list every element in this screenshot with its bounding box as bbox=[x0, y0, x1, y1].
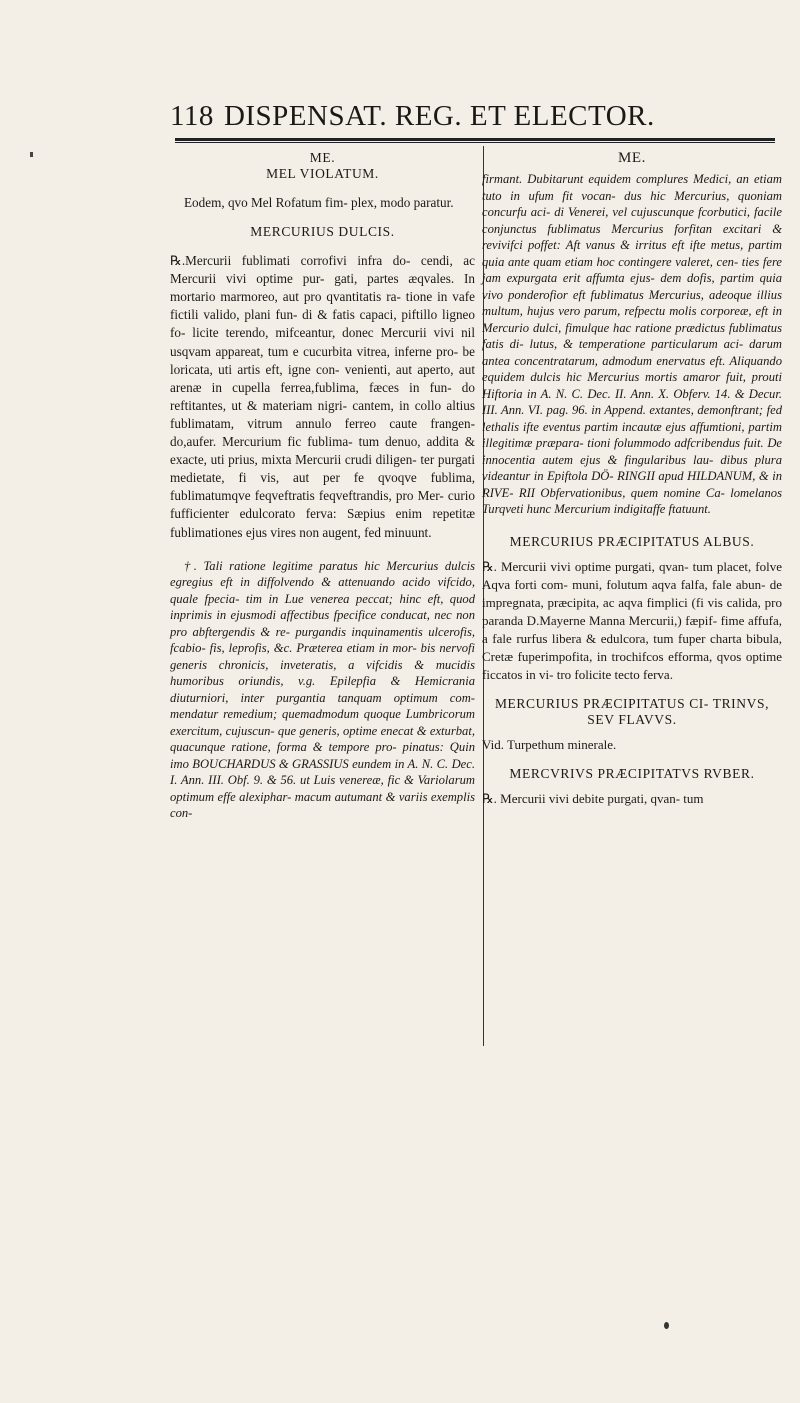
entry-heading-mel-violatum: MEL VIOLATUM. bbox=[266, 166, 379, 181]
note-continuation: firmant. Dubitarunt equidem complures Medici, an etiam tuto in ufum fit vocan- dus hic Mercurius, quoniam concurfu aci- di Venerei, vel cujuscunque fcorbutici, facile conjunctus fublimatus Mercurius forfitan excitari & revivifci poffet: Aft vanus & irritus eft ifte metus, partim quia ante quam etiam hoc contingere valeret, cen- ties fere jam expurgata erit affumta ejus- dem dofis, partim quia vivo ponderofior eft fublimatus Mercurius, adeoque illius multum, hujus vero parum, refpectu molis corporeæ, eft in Mercurio dulci, fimulque hac ratione prædictus fublimatus fatis di- lutus, & temperatione particularum aci- darum antea concentratarum, admodum enervatus eft. Aliquando equidem dulcis hic Mercurius mortis amaror fuit, prouti Hiftoria in A. N. C. Dec. II. Ann. X. Obferv. 14. & Decur. III. Ann. VI. pag. 96. in Append. extantes, demonftrant; fed lethalis ifte eventus partim incautæ ejus affumtioni, partim illegitimæ præpara- tioni folummodo adfcribendus fuit. De innocentia autem ejus & fingularibus lau- dibus plura videantur in Epiftola DÖ- RINGII apud HILDANUM, & in RIVE- RII Obfervationibus, quem nomine Ca- lomelanos Turqveti hunc Mercurium indigitaffe ftatuunt. bbox=[482, 172, 782, 516]
left-column bbox=[170, 150, 475, 822]
recipe-praecipitatus-ruber: ℞. Mercurii vivi debite purgati, qvan- tum bbox=[482, 791, 704, 807]
page-number: 118 bbox=[170, 100, 214, 132]
recipe-praecipitatus-albus: ℞. Mercurii vivi optime purgati, qvan- tum placet, folve Aqva forti com- muni, folutum aqva falfa, fale abun- de impregnata, præcipita, ac aqva fimplici (fi vis calida, pro paranda D.Mayerne Manna Mercurii,) fæpif- fime affufa, a fale rurfus libera & edulcora, tum fuper charta bibula, Cretæ fuperimpofita, in trochifcos efforma, qvos optime ficcatos in vi- tro folicite tecto ferva. bbox=[482, 558, 782, 683]
entry-heading-praecipitatus-citrinus: MERCURIUS PRÆCIPITATUS CI- TRINVS, SEV FLAVVS. bbox=[494, 696, 770, 728]
header-rule-thin bbox=[175, 142, 775, 143]
left-column-heading: ME. bbox=[309, 150, 336, 165]
note-mercurius-dulcis: †. Tali ratione legitime paratus hic Mercurius dulcis egregius eft in diffolvendo & attenuando acido vifcido, quale fpecia- tim in Lue venerea peccat; hinc eft, quod inprimis in ejusmodi affectibus fpecifice conducat, nec non pro abftergendis & re- purgandis inquinamentis ulcerofis, fcabio- fis, leprofis, &c. Præterea etiam in mor- bis nervofi generis chronicis, inveteratis, a vifcidis & mucidis humoribus oriundis, v.g. Epilepfia & Hemicrania diuturniori, inter purgantia tanquam optimum com- mendatur remedium; quemadmodum quoque Lumbricorum exercitum, cujuscun- que generis, optime enecat & exturbat, quacunque ratione, forma & tempore pro- pinatus: Quin imo BOUCHARDUS & GRASSIUS eundem in A. N. C. Dec. I. Ann. III. Obf. 9. & 56. ut Luis venereæ, fic & Variolarum optimum effe alexiphar- macum autumant & variis exemplis con- bbox=[170, 558, 475, 821]
running-header bbox=[170, 100, 790, 133]
margin-mark bbox=[30, 152, 33, 157]
right-column-heading: ME. bbox=[617, 150, 647, 166]
header-title: DISPENSAT. REG. ET ELECTOR. bbox=[223, 100, 655, 132]
right-column bbox=[482, 150, 782, 808]
entry-heading-mercurius-dulcis: MERCURIUS DULCIS. bbox=[250, 224, 395, 240]
ink-spot bbox=[664, 1322, 669, 1329]
entry-text-mel-violatum: Eodem, qvo Mel Rofatum fim- plex, modo paratur. bbox=[184, 195, 454, 210]
entry-heading-praecipitatus-ruber: MERCVRIVS PRÆCIPITATVS RVBER. bbox=[509, 766, 755, 782]
recipe-mercurius-dulcis: ℞.Mercurii fublimati corrofivi infra do- cendi, ac Mercurii vivi optime pur- gati, partes æqvales. In mortario marmoreo, aut pro qvantitatis ra- tione in vafe fictili valido, plani fun- di & fatis capaci, piftillo ligneo fo- licite terendo, mifceantur, donec Mercurii vivi nil usqvam appareat, tum e cucurbita vitrea, inferne pro- be loricata, uti artis eft, igne con- venienti, aut aperto, aut arenæ in cupella ferrea,fublima, fæces in fun- do reftitantes, ut & materiam nigri- cantem, in collo altius fublimatam, vitrum annulo ferreo caute frangen- do,aufer. Mercurium fic fublima- tum denuo, addita & exacte, uti prius, mixta Mercurii crudi diligen- ter purgati medietate, fi vis, aut per fe qvoqve fublima, fublimatumqve feqveftratis feqveftrandis, pro Mer- curio fufficienter edulcorato ferva: Sæpius enim repetitæ fublimationes ejus vires non augent, fed minuunt. bbox=[170, 253, 475, 540]
entry-heading-praecipitatus-albus: MERCURIUS PRÆCIPITATUS ALBUS. bbox=[509, 533, 755, 549]
entry-text-praecipitatus-citrinus: Vid. Turpethum minerale. bbox=[482, 737, 617, 753]
header-rule-thick bbox=[175, 138, 775, 141]
